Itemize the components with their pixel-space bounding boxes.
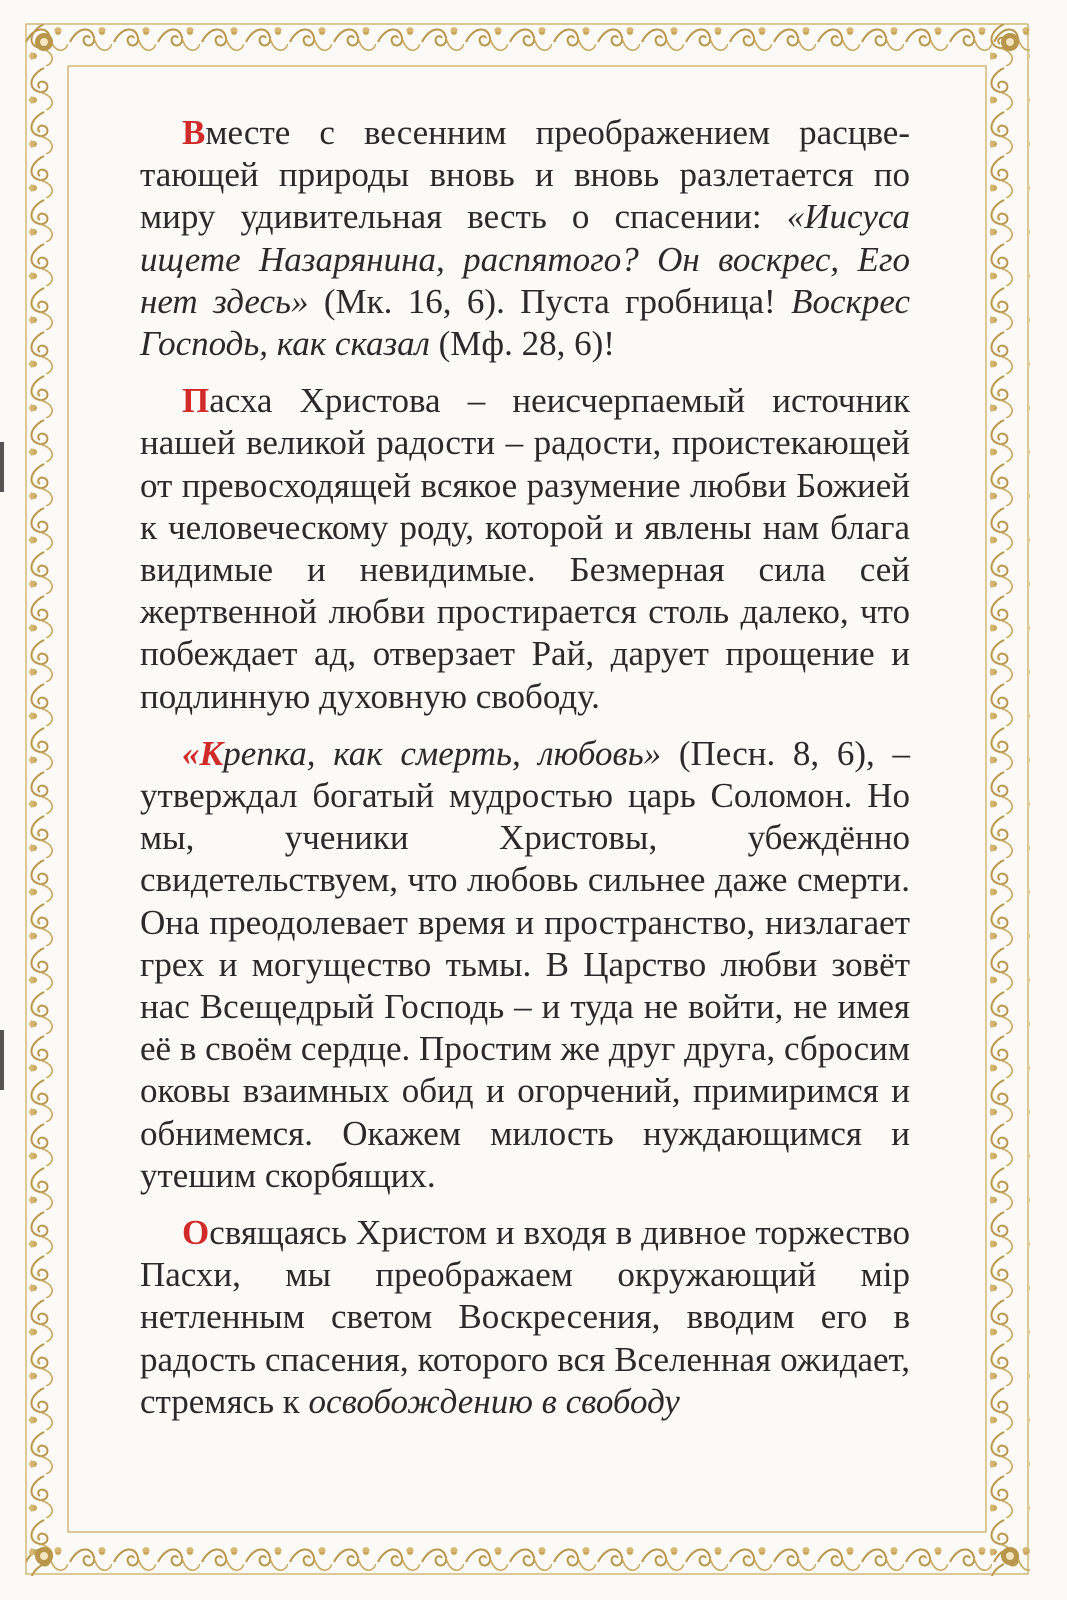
paragraph-2 <box>140 380 910 718</box>
drop-cap-initial: В <box>182 113 206 152</box>
bible-quote: «Иисуса ищете Назарянина, распятого? Он воскрес, Его нет здесь» <box>140 197 910 321</box>
paragraph-text: свящаясь Христом и входя в дивное торжество Пасхи, мы преображаем окружающий мiр нетленным светом Воскресения, вводим его в радость спасения, которого вся Вселенная ожидает, стремясь к <box>140 1213 910 1421</box>
bible-quote: репка, как смерть, любовь» <box>223 733 662 773</box>
paragraph-text: (Мк. 16, 6). Пуста гробница! <box>308 281 792 321</box>
paragraph-4 <box>140 1212 910 1423</box>
paragraph-text: (Песн. 8, 6), – утверждал богатый мудростью царь Соломон. Но мы, ученики Христовы, убеждённо свидетельствуем, что любовь сильнее даже смерти. Она преодолевает время и пространство, низлагает грех и могущество тьмы. В Царство любви зовёт нас Всещедрый Господь – и туда не войти, не имея её в своём сердце. Простим же друг друга, сбросим оковы взаимных обид и огорчений, примиримся и обнимемся. Окажем милость нуждающимся и утешим скорбящих. <box>140 733 911 1195</box>
drop-cap-initial: «К <box>182 733 224 773</box>
paragraph-text: месте с весенним преображением расцве-тающей природы вновь и вновь разлетается по миру удивительная весть о спасении: <box>140 113 910 237</box>
scan-edge-mark <box>0 442 4 492</box>
paragraph-1 <box>140 112 910 365</box>
paragraph-text: (Мф. 28, 6)! <box>429 324 615 364</box>
article-body <box>140 112 910 1438</box>
bible-quote: Воскрес Господь, как сказал <box>140 281 910 364</box>
bible-quote: освобождению в свободу <box>308 1381 680 1421</box>
paragraph-text: асха Христова – неисчерпаемый источник нашей великой радости – радости, проистекающей от превосходящей всякое разумение любви Божией к человеческому роду, которой и явлены нам блага видимые и невидимые. Безмерная сила сей жертвенной любви простирается столь далеко, что побеждает ад, отверзает Рай, дарует прощение и подлинную духовную свободу. <box>140 381 910 716</box>
scan-edge-mark <box>0 1030 4 1090</box>
drop-cap-initial: О <box>182 1213 210 1253</box>
drop-cap-initial: П <box>182 381 210 421</box>
paragraph-3 <box>140 733 910 1197</box>
